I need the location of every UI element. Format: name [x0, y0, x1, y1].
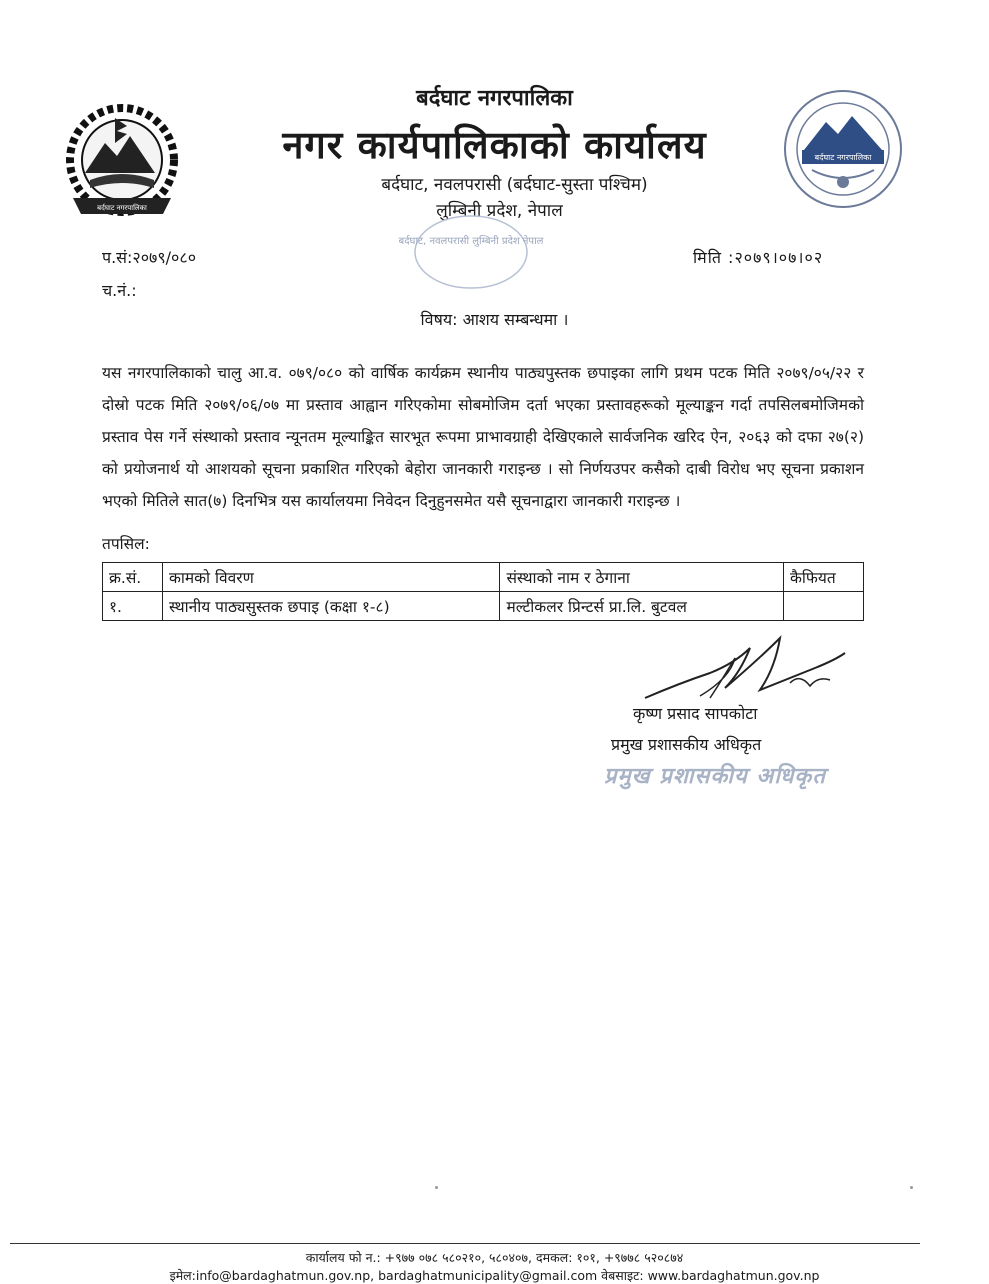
- footer-contact-web: इमेल:info@bardaghatmun.gov.np, bardaghatmunicipality@gmail.com वेबसाइट: www.bardaghatmun.gov.np: [169, 1268, 820, 1283]
- cell-serial: १.: [103, 592, 163, 621]
- details-label: तपसिल:: [102, 535, 150, 553]
- header-organization: संस्थाको नाम र ठेगाना: [500, 563, 784, 592]
- cell-work-description: स्थानीय पाठ्यसुस्तक छपाइ (कक्षा १-८): [162, 592, 499, 621]
- header-work-description: कामको विवरण: [162, 563, 499, 592]
- footer-contact-phone: कार्यालय फो न.: +९७७ ०७८ ५८०२१०, ५८०४०७, दमकल: १०१, +९७७८ ५२०८७४: [305, 1250, 684, 1265]
- designation-stamp: प्रमुख प्रशासकीय अधिकृत: [604, 764, 826, 789]
- office-seal-stamp: [398, 212, 544, 292]
- municipality-name: बर्दघाट नगरपालिका: [416, 86, 573, 111]
- signatory-title: प्रमुख प्रशासकीय अधिकृत: [611, 735, 762, 754]
- details-table: [102, 562, 864, 621]
- body-paragraph: यस नगरपालिकाको चालु आ.व. ०७९/०८० को वार्षिक कार्यक्रम स्थानीय पाठ्यपुस्तक छपाइका लागि प्रथम पटक मिति २०७९/०५/२२ र दोस्रो पटक मिति २०७९/०६/०७ मा प्रस्ताव आह्वान गरिएकोमा सोबमोजिम दर्ता भएका प्रस्तावहरूको मूल्याङ्कन गर्दा तपसिलबमोजिमको प्रस्ताव पेस गर्ने संस्थाको प्रस्ताव न्यूनतम मूल्याङ्कित सारभूत रूपमा प्राभावग्राही देखिएकाले सार्वजनिक खरिद ऐन, २०६३ को दफा २७(२) को प्रयोजनार्थ यो आशयको सूचना प्रकाशित गरिएको बेहोरा जानकारी गराइन्छ । सो निर्णयउपर कसैको दाबी विरोध भए सूचना प्रकाशन भएको मितिले सात(७) दिनभित्र यस कार्यालयमा निवेदन दिनुहुनसमेत यसै सूचनाद्वारा जानकारी गराइन्छ ।: [102, 364, 864, 510]
- scan-speck: [910, 1186, 913, 1189]
- signatory-name: कृष्ण प्रसाद सापकोटा: [633, 704, 758, 723]
- reference-number: प.सं:२०७९/०८०: [102, 248, 197, 267]
- logo-caption: बर्दघाट नगरपालिका: [814, 153, 872, 162]
- table-header-row: [103, 563, 864, 592]
- seal-text: बर्दघाट, नवलपरासी लुम्बिनी प्रदेश नेपाल: [398, 236, 544, 247]
- cell-remarks: [784, 592, 864, 621]
- cell-organization: मल्टीकलर प्रिन्टर्स प्रा.लि. बुटवल: [500, 592, 784, 621]
- dispatch-number: च.नं.:: [102, 281, 137, 300]
- address-line-1: बर्दघाट, नवलपरासी (बर्दघाट-सुस्ता पश्चिम): [381, 175, 648, 195]
- footer-divider: [10, 1243, 920, 1244]
- letter-subject: विषय: आशय सम्बन्धमा ।: [420, 310, 569, 329]
- address-line-2: लुम्बिनी प्रदेश, नेपाल: [436, 201, 563, 221]
- emblem-caption: बर्दघाट नगरपालिका: [97, 204, 147, 212]
- header-remarks: कैफियत: [784, 563, 864, 592]
- letter-date: मिति :२०७९।०७।०२: [693, 248, 824, 267]
- table-row: [103, 592, 864, 621]
- office-name: नगर कार्यपालिकाको कार्यालय: [282, 123, 707, 167]
- scan-speck: [435, 1186, 438, 1189]
- header-serial: क्र.सं.: [103, 563, 163, 592]
- svg-text:बर्दघाट, नवलपरासी लुम्बिनी प्र: [399, 235, 544, 247]
